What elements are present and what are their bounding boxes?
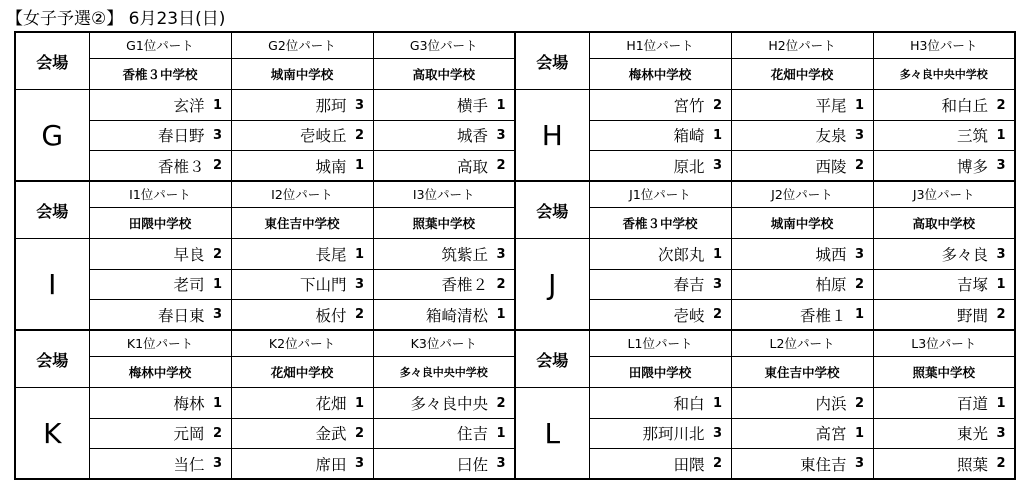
team-name: 板付 <box>315 306 347 325</box>
team-rank: 1 <box>854 97 865 113</box>
team-name: 百道 <box>956 395 988 414</box>
team-name: 城西 <box>815 246 847 265</box>
host-school: 高取中学校 <box>373 58 515 90</box>
team-cell <box>589 449 731 479</box>
team-name: 多々良 <box>941 246 988 265</box>
team-cell <box>731 300 873 330</box>
team-rank: 2 <box>496 158 506 174</box>
team-rank: 3 <box>496 127 506 143</box>
part-label: L3位パート <box>873 330 1015 356</box>
team-cell <box>373 388 515 418</box>
team-name: 原北 <box>673 157 705 176</box>
group-letter: K <box>15 388 89 479</box>
team-name: 東住吉 <box>799 455 847 474</box>
team-name: 内浜 <box>815 395 847 414</box>
team-name: 那珂 <box>315 97 347 116</box>
part-label: H3位パート <box>873 32 1015 58</box>
team-name: 吉塚 <box>956 276 988 295</box>
team-cell <box>589 300 731 330</box>
team-name: 和白 <box>673 395 705 414</box>
team-cell <box>89 418 231 448</box>
team-rank: 2 <box>996 456 1006 472</box>
team-rank: 1 <box>212 395 223 411</box>
part-header-row <box>15 32 1015 58</box>
host-school: 多々良中央中学校 <box>873 58 1015 90</box>
team-cell <box>589 90 731 120</box>
team-rank: 2 <box>712 97 723 113</box>
team-cell <box>589 151 731 181</box>
host-school: 香椎３中学校 <box>89 58 231 90</box>
venue-label: 会場 <box>15 330 89 388</box>
host-school: 花畑中学校 <box>731 58 873 90</box>
team-name: 壱岐丘 <box>299 127 347 146</box>
part-label: G3位パート <box>373 32 515 58</box>
team-name: 横手 <box>456 97 488 116</box>
team-rank: 2 <box>854 276 865 292</box>
part-label: I1位パート <box>89 181 231 207</box>
team-cell <box>589 120 731 150</box>
team-name: 和白丘 <box>941 97 988 116</box>
team-rank: 1 <box>354 395 365 411</box>
venue-label: 会場 <box>515 330 589 388</box>
team-rank: 2 <box>212 158 223 174</box>
team-name: 博多 <box>956 157 988 176</box>
team-name: 箱崎 <box>673 127 705 146</box>
team-cell <box>731 90 873 120</box>
team-name: 那珂川北 <box>642 425 705 444</box>
host-school: 照葉中学校 <box>873 356 1015 388</box>
group-letter: H <box>515 90 589 181</box>
team-rank: 1 <box>354 158 365 174</box>
host-school: 田隈中学校 <box>89 207 231 239</box>
team-rank: 2 <box>496 276 506 292</box>
team-rank: 3 <box>854 456 865 472</box>
team-cell <box>373 120 515 150</box>
team-rank: 2 <box>212 246 223 262</box>
team-rank: 1 <box>712 246 723 262</box>
host-school: 梅林中学校 <box>89 356 231 388</box>
part-label: J3位パート <box>873 181 1015 207</box>
team-row <box>15 388 1015 418</box>
team-cell <box>89 388 231 418</box>
team-cell <box>231 90 373 120</box>
team-name: 三筑 <box>956 127 988 146</box>
part-label: K3位パート <box>373 330 515 356</box>
host-school: 照葉中学校 <box>373 207 515 239</box>
venue-label: 会場 <box>15 181 89 239</box>
team-name: 春吉 <box>673 276 705 295</box>
team-cell <box>231 239 373 269</box>
team-rank: 3 <box>712 425 723 441</box>
team-rank: 3 <box>212 456 223 472</box>
group-letter: L <box>515 388 589 479</box>
team-name: 壱岐 <box>673 306 705 325</box>
team-cell <box>873 120 1015 150</box>
team-rank: 2 <box>996 97 1006 113</box>
team-row <box>15 239 1015 269</box>
team-rank: 1 <box>212 276 223 292</box>
team-rank: 3 <box>212 127 223 143</box>
team-rank: 2 <box>854 158 865 174</box>
team-cell <box>873 151 1015 181</box>
team-cell <box>731 269 873 299</box>
team-rank: 2 <box>496 395 506 411</box>
host-school: 東住吉中学校 <box>731 356 873 388</box>
team-rank: 1 <box>712 127 723 143</box>
team-name: 箱崎清松 <box>425 306 488 325</box>
team-cell <box>373 269 515 299</box>
team-rank: 3 <box>712 158 723 174</box>
team-cell <box>731 449 873 479</box>
host-school: 田隈中学校 <box>589 356 731 388</box>
team-name: 春日野 <box>157 127 205 146</box>
team-cell <box>231 269 373 299</box>
team-name: 席田 <box>315 455 347 474</box>
team-name: 平尾 <box>815 97 847 116</box>
team-rank: 2 <box>354 425 365 441</box>
team-rank: 3 <box>996 246 1006 262</box>
host-school: 梅林中学校 <box>589 58 731 90</box>
venue-label: 会場 <box>515 181 589 239</box>
team-rank: 2 <box>212 425 223 441</box>
team-rank: 3 <box>996 158 1006 174</box>
team-rank: 1 <box>854 307 865 323</box>
team-cell <box>589 388 731 418</box>
team-cell <box>231 300 373 330</box>
team-rank: 1 <box>996 395 1006 411</box>
team-rank: 3 <box>496 246 506 262</box>
team-rank: 2 <box>354 307 365 323</box>
team-rank: 1 <box>496 97 506 113</box>
team-rank: 2 <box>712 307 723 323</box>
team-rank: 3 <box>854 127 865 143</box>
team-cell <box>89 449 231 479</box>
team-cell <box>731 418 873 448</box>
team-name: 春日東 <box>157 306 205 325</box>
team-rank: 1 <box>496 425 506 441</box>
team-cell <box>373 418 515 448</box>
team-cell <box>89 151 231 181</box>
team-name: 友泉 <box>815 127 847 146</box>
team-name: 曰佐 <box>456 455 488 474</box>
team-rank: 1 <box>354 246 365 262</box>
team-name: 香椎３ <box>157 157 205 176</box>
schedule-table <box>14 31 1016 480</box>
team-rank: 3 <box>496 456 506 472</box>
team-name: 次郎丸 <box>657 246 705 265</box>
team-cell <box>589 239 731 269</box>
team-name: 住吉 <box>456 425 488 444</box>
host-school: 花畑中学校 <box>231 356 373 388</box>
team-cell <box>89 269 231 299</box>
team-name: 花畑 <box>315 395 347 414</box>
team-cell <box>231 388 373 418</box>
part-label: I3位パート <box>373 181 515 207</box>
team-rank: 2 <box>996 307 1006 323</box>
team-rank: 2 <box>712 456 723 472</box>
group-letter: J <box>515 239 589 330</box>
team-row <box>15 90 1015 120</box>
team-name: 老司 <box>173 276 205 295</box>
team-cell <box>373 90 515 120</box>
venue-label: 会場 <box>15 32 89 90</box>
team-cell <box>89 120 231 150</box>
team-cell <box>231 120 373 150</box>
team-cell <box>731 151 873 181</box>
team-name: 早良 <box>173 246 205 265</box>
team-cell <box>731 388 873 418</box>
team-cell <box>373 300 515 330</box>
group-letter: I <box>15 239 89 330</box>
team-cell <box>89 300 231 330</box>
part-header-row <box>15 181 1015 207</box>
team-rank: 2 <box>354 127 365 143</box>
team-name: 元岡 <box>173 425 205 444</box>
team-name: 照葉 <box>956 455 988 474</box>
team-name: 城香 <box>456 127 488 146</box>
team-name: 宮竹 <box>673 97 705 116</box>
group-letter: G <box>15 90 89 181</box>
part-label: I2位パート <box>231 181 373 207</box>
team-rank: 1 <box>712 395 723 411</box>
team-rank: 3 <box>354 456 365 472</box>
team-cell <box>731 239 873 269</box>
team-cell <box>873 388 1015 418</box>
team-rank: 3 <box>212 307 223 323</box>
team-name: 当仁 <box>173 455 205 474</box>
team-name: 金武 <box>315 425 347 444</box>
team-cell <box>589 418 731 448</box>
team-cell <box>731 120 873 150</box>
team-rank: 3 <box>996 425 1006 441</box>
team-name: 多々良中央 <box>410 395 488 414</box>
part-header-row <box>15 330 1015 356</box>
team-name: 長尾 <box>315 246 347 265</box>
team-name: 城南 <box>315 157 347 176</box>
part-label: H2位パート <box>731 32 873 58</box>
team-cell <box>873 269 1015 299</box>
team-cell <box>89 239 231 269</box>
team-cell <box>589 269 731 299</box>
team-rank: 1 <box>996 127 1006 143</box>
team-rank: 3 <box>354 276 365 292</box>
team-name: 高宮 <box>815 425 847 444</box>
team-name: 玄洋 <box>173 97 205 116</box>
team-rank: 3 <box>712 276 723 292</box>
team-cell <box>231 151 373 181</box>
team-name: 下山門 <box>299 276 347 295</box>
team-rank: 1 <box>996 276 1006 292</box>
part-label: J1位パート <box>589 181 731 207</box>
team-name: 野間 <box>956 306 988 325</box>
team-cell <box>873 90 1015 120</box>
team-cell <box>373 239 515 269</box>
part-label: K2位パート <box>231 330 373 356</box>
team-name: 東光 <box>956 425 988 444</box>
team-name: 香椎１ <box>799 306 847 325</box>
team-cell <box>89 90 231 120</box>
team-name: 筑紫丘 <box>441 246 488 265</box>
team-name: 柏原 <box>815 276 847 295</box>
team-name: 高取 <box>456 157 488 176</box>
team-cell <box>373 151 515 181</box>
team-rank: 1 <box>212 97 223 113</box>
team-name: 梅林 <box>173 395 205 414</box>
part-label: H1位パート <box>589 32 731 58</box>
host-school: 東住吉中学校 <box>231 207 373 239</box>
team-rank: 1 <box>496 307 506 323</box>
host-school: 高取中学校 <box>873 207 1015 239</box>
team-name: 香椎２ <box>441 276 488 295</box>
team-name: 田隈 <box>673 455 705 474</box>
team-cell <box>231 449 373 479</box>
team-cell <box>873 418 1015 448</box>
team-cell <box>373 449 515 479</box>
part-label: K1位パート <box>89 330 231 356</box>
team-cell <box>873 449 1015 479</box>
team-rank: 3 <box>854 246 865 262</box>
host-school: 城南中学校 <box>231 58 373 90</box>
host-school: 香椎３中学校 <box>589 207 731 239</box>
page-title: 【女子予選②】 6月23日(日) <box>6 9 226 29</box>
part-label: L1位パート <box>589 330 731 356</box>
team-name: 西陵 <box>815 157 847 176</box>
host-school: 多々良中央中学校 <box>373 356 515 388</box>
team-cell <box>873 239 1015 269</box>
part-label: G2位パート <box>231 32 373 58</box>
part-label: L2位パート <box>731 330 873 356</box>
part-label: G1位パート <box>89 32 231 58</box>
team-rank: 3 <box>354 97 365 113</box>
team-rank: 1 <box>854 425 865 441</box>
host-school: 城南中学校 <box>731 207 873 239</box>
part-label: J2位パート <box>731 181 873 207</box>
team-cell <box>873 300 1015 330</box>
venue-label: 会場 <box>515 32 589 90</box>
team-cell <box>231 418 373 448</box>
team-rank: 2 <box>854 395 865 411</box>
